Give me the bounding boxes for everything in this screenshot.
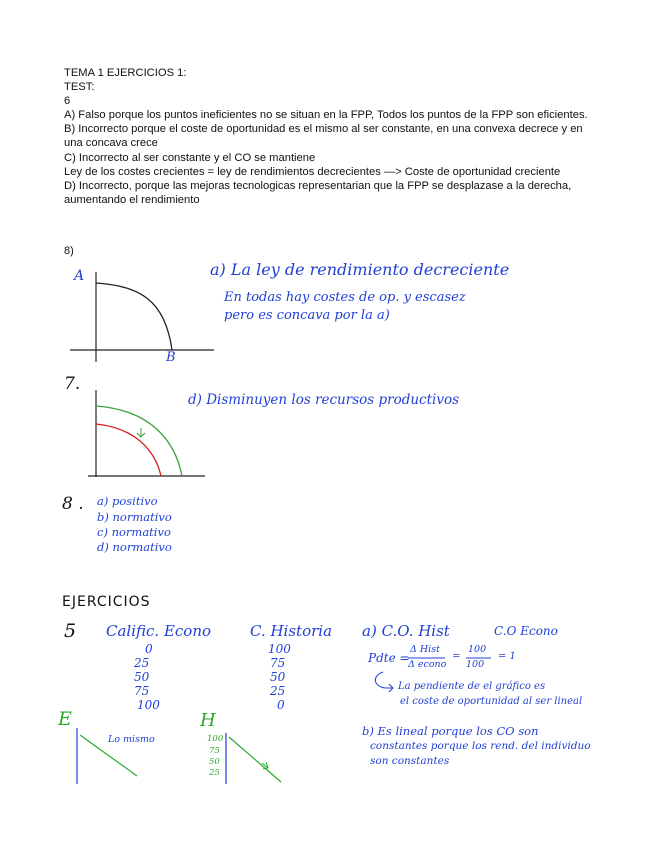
b-line-2: constantes porque los rend. del individuo (370, 740, 591, 752)
graph-h-label: H (200, 710, 216, 731)
frac2-numerator: 100 (468, 644, 487, 655)
typed-line: Ley de los costes crecientes = ley de rendimientos decrecientes —> Coste de oportunidad creciente (64, 165, 561, 178)
result: = 1 (498, 651, 516, 662)
equals-sign: = (452, 651, 461, 662)
q8-note-2: pero es concava por la a) (224, 308, 390, 323)
hist-value: 25 (270, 684, 286, 698)
list-item: a) positivo (97, 494, 158, 508)
graph-h-tick: 50 (209, 757, 220, 767)
list-item: c) normativo (97, 525, 171, 539)
typed-line: TEST: (64, 81, 95, 94)
q7-answer: d) Disminuyen los recursos productivos (188, 392, 460, 408)
q7-label: 7. (64, 374, 81, 394)
hist-value: 100 (268, 642, 291, 656)
col-hist-header: C. Historia (250, 622, 333, 640)
hist-value: 75 (270, 656, 286, 670)
q8-answer: a) La ley de rendimiento decreciente (210, 260, 510, 279)
frac2-denominator: 100 (466, 659, 485, 670)
econo-value: 50 (134, 670, 150, 684)
pdte-label: Pdte = (368, 651, 410, 665)
section-title: EJERCICIOS (62, 594, 151, 610)
typed-line: TEMA 1 EJERCICIOS 1: (64, 67, 187, 79)
frac1-denominator: Δ econo (408, 659, 447, 670)
typed-line: B) Incorrecto porque el coste de oportunidad es el mismo al ser constante, en una convexa decrece y en una concava crece (64, 123, 583, 150)
typed-line: D) Incorrecto, porque las mejoras tecnologicas representarian que la FPP se desplazase a la derecha, aumentando el rendimiento (64, 179, 572, 206)
graph-h-tick: 75 (209, 746, 220, 756)
fpp-graph-q8 (70, 272, 214, 362)
list-item: d) normativo (97, 540, 172, 554)
co-econo-label: C.O Econo (494, 624, 558, 638)
q8-label: 8) (64, 245, 74, 257)
econo-value: 25 (134, 656, 150, 670)
exercise-number: 5 (64, 620, 77, 642)
graph-h-tick: 100 (207, 734, 224, 744)
econo-value: 0 (145, 642, 153, 656)
b-line-3: son constantes (370, 755, 450, 767)
col-econo-header: Calific. Econo (106, 622, 212, 640)
typed-line: 6 (64, 95, 71, 108)
graph-h (226, 733, 281, 784)
b-line-1: b) Es lineal porque los CO son (362, 724, 539, 738)
q8b-label: 8 . (62, 494, 84, 514)
econo-value: 100 (137, 698, 160, 712)
typed-line: A) Falso porque los puntos ineficientes no se situan en la FPP, Todos los puntos de la FPP son eficientes. (64, 109, 588, 122)
graph-e-note: Lo mismo (108, 734, 155, 745)
list-item: b) normativo (97, 510, 172, 524)
hist-value: 50 (270, 670, 286, 684)
co-hist-label: a) C.O. Hist (362, 622, 450, 640)
q8-note-1: En todas hay costes de op. y escasez (224, 290, 466, 305)
note-line-1: La pendiente de el gráfico es (398, 681, 546, 692)
note-line-2: el coste de oportunidad al ser lineal (400, 696, 583, 707)
hist-value: 0 (277, 698, 285, 712)
typed-line: C) Incorrecto al ser constante y el CO se mantiene (64, 151, 316, 164)
axis-label-b: B (166, 350, 176, 365)
frac1-numerator: Δ Hist (410, 644, 440, 655)
graph-e-label: E (58, 708, 72, 730)
axis-label-a: A (74, 268, 85, 284)
econo-value: 75 (134, 684, 150, 698)
graph-h-tick: 25 (209, 768, 220, 778)
